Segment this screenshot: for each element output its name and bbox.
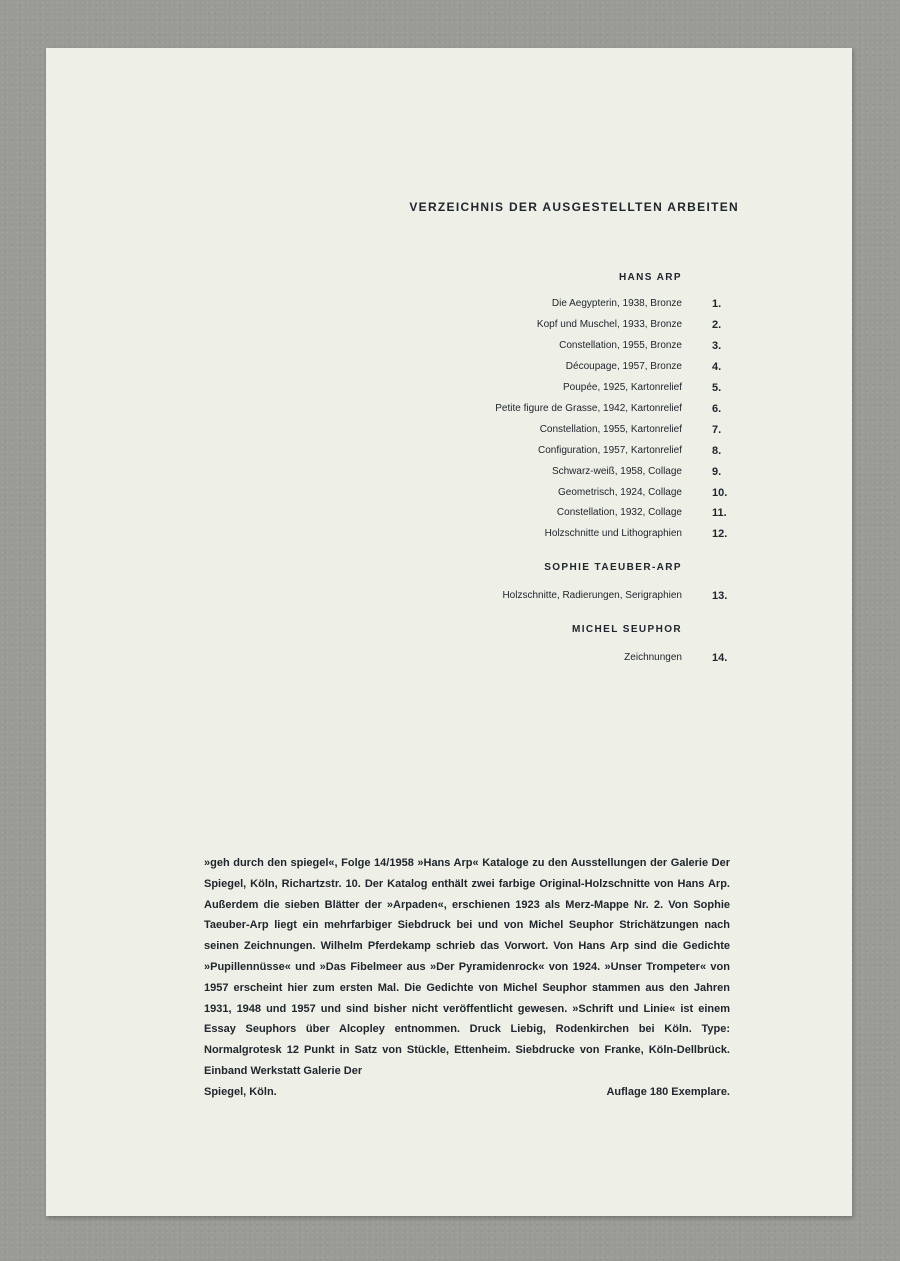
section-title-hans-arp: HANS ARP <box>618 272 682 283</box>
work-number: 9. <box>712 466 722 478</box>
work-number: 2. <box>712 319 722 331</box>
list-item <box>46 652 852 668</box>
catalog-page <box>46 48 852 1216</box>
work-title: Die Aegypterin, 1938, Bronze <box>551 298 682 309</box>
list-item <box>46 487 852 503</box>
list-item <box>46 466 852 482</box>
section-title-sophie-taeuber-arp: SOPHIE TAEUBER-ARP <box>544 562 682 573</box>
list-item <box>46 507 852 523</box>
list-item <box>46 424 852 440</box>
work-title: Schwarz-weiß, 1958, Collage <box>551 466 682 477</box>
work-title: Kopf und Muschel, 1933, Bronze <box>536 319 682 330</box>
section-title-michel-seuphor: MICHEL SEUPHOR <box>572 624 682 635</box>
list-item <box>46 361 852 377</box>
edition-size: Auflage 180 Exemplare. <box>606 1085 730 1098</box>
work-number: 7. <box>712 424 722 436</box>
list-item <box>46 340 852 356</box>
work-number: 8. <box>712 445 722 457</box>
work-title: Poupée, 1925, Kartonrelief <box>563 382 682 393</box>
work-title: Petite figure de Grasse, 1942, Kartonrelief <box>495 403 682 414</box>
work-number: 5. <box>712 382 722 394</box>
work-title: Découpage, 1957, Bronze <box>565 361 682 372</box>
work-number: 11. <box>712 507 727 519</box>
list-item <box>46 528 852 544</box>
work-title: Constellation, 1932, Collage <box>556 507 682 518</box>
work-title: Geometrisch, 1924, Collage <box>558 487 682 498</box>
list-item <box>46 382 852 398</box>
list-item <box>46 319 852 335</box>
list-item <box>46 590 852 606</box>
list-item <box>46 445 852 461</box>
list-item <box>46 298 852 314</box>
colophon-publisher: Spiegel, Köln. <box>204 1085 277 1098</box>
work-title: Zeichnungen <box>624 652 682 663</box>
work-number: 1. <box>712 298 722 310</box>
colophon-last-line <box>204 1082 730 1103</box>
page-heading: VERZEICHNIS DER AUSGESTELLTEN ARBEITEN <box>409 200 739 214</box>
work-title: Holzschnitte, Radierungen, Serigraphien <box>502 590 682 601</box>
work-number: 4. <box>712 361 722 373</box>
work-title: Constellation, 1955, Kartonrelief <box>539 424 682 435</box>
work-title: Holzschnitte und Lithographien <box>544 528 682 539</box>
work-title: Constellation, 1955, Bronze <box>559 340 682 351</box>
work-title: Configuration, 1957, Kartonrelief <box>538 445 682 456</box>
list-item <box>46 403 852 419</box>
colophon-body: »geh durch den spiegel«, Folge 14/1958 »Hans Arp« Kataloge zu den Ausstellungen der Galerie Der Spiegel, Köln, Richartzstr. 10. Der Katalog enthält zwei farbige Original-Holzschnitte von Hans Arp. Außerdem die sieben Blätter der »Arpaden«, erschienen 1923 als Merz-Mappe Nr. 2. Von Sophie Taeuber-Arp liegt ein mehrfarbiger Siebdruck bei und von Michel Seuphor Strichätzungen nach seinen Zeichnungen. Wilhelm Pferdekamp schrieb das Vorwort. Von Hans Arp sind die Gedichte »Pupillennüsse« und »Das Fibelmeer aus »Der Pyramidenrock« von 1924. »Unser Trompeter« von 1957 erscheint hier zum ersten Mal. Die Gedichte von Michel Seuphor stammen aus den Jahren 1931, 1948 und 1957 und sind bisher nicht veröffentlicht gewesen. »Schrift und Linie« ist einem Essay Seuphors über Alcopley entnommen. Druck Liebig, Rodenkirchen bei Köln. Type: Normalgrotesk 12 Punkt in Satz von Stückle, Ettenheim. Siebdrucke von Franke, Köln-Dellbrück. Einband Werkstatt Galerie Der <box>204 857 730 1077</box>
work-number: 6. <box>712 403 722 415</box>
work-number: 13. <box>712 590 728 602</box>
work-number: 3. <box>712 340 722 352</box>
work-number: 12. <box>712 528 728 540</box>
work-number: 10. <box>712 487 728 499</box>
colophon <box>204 853 730 1103</box>
work-number: 14. <box>712 652 728 664</box>
